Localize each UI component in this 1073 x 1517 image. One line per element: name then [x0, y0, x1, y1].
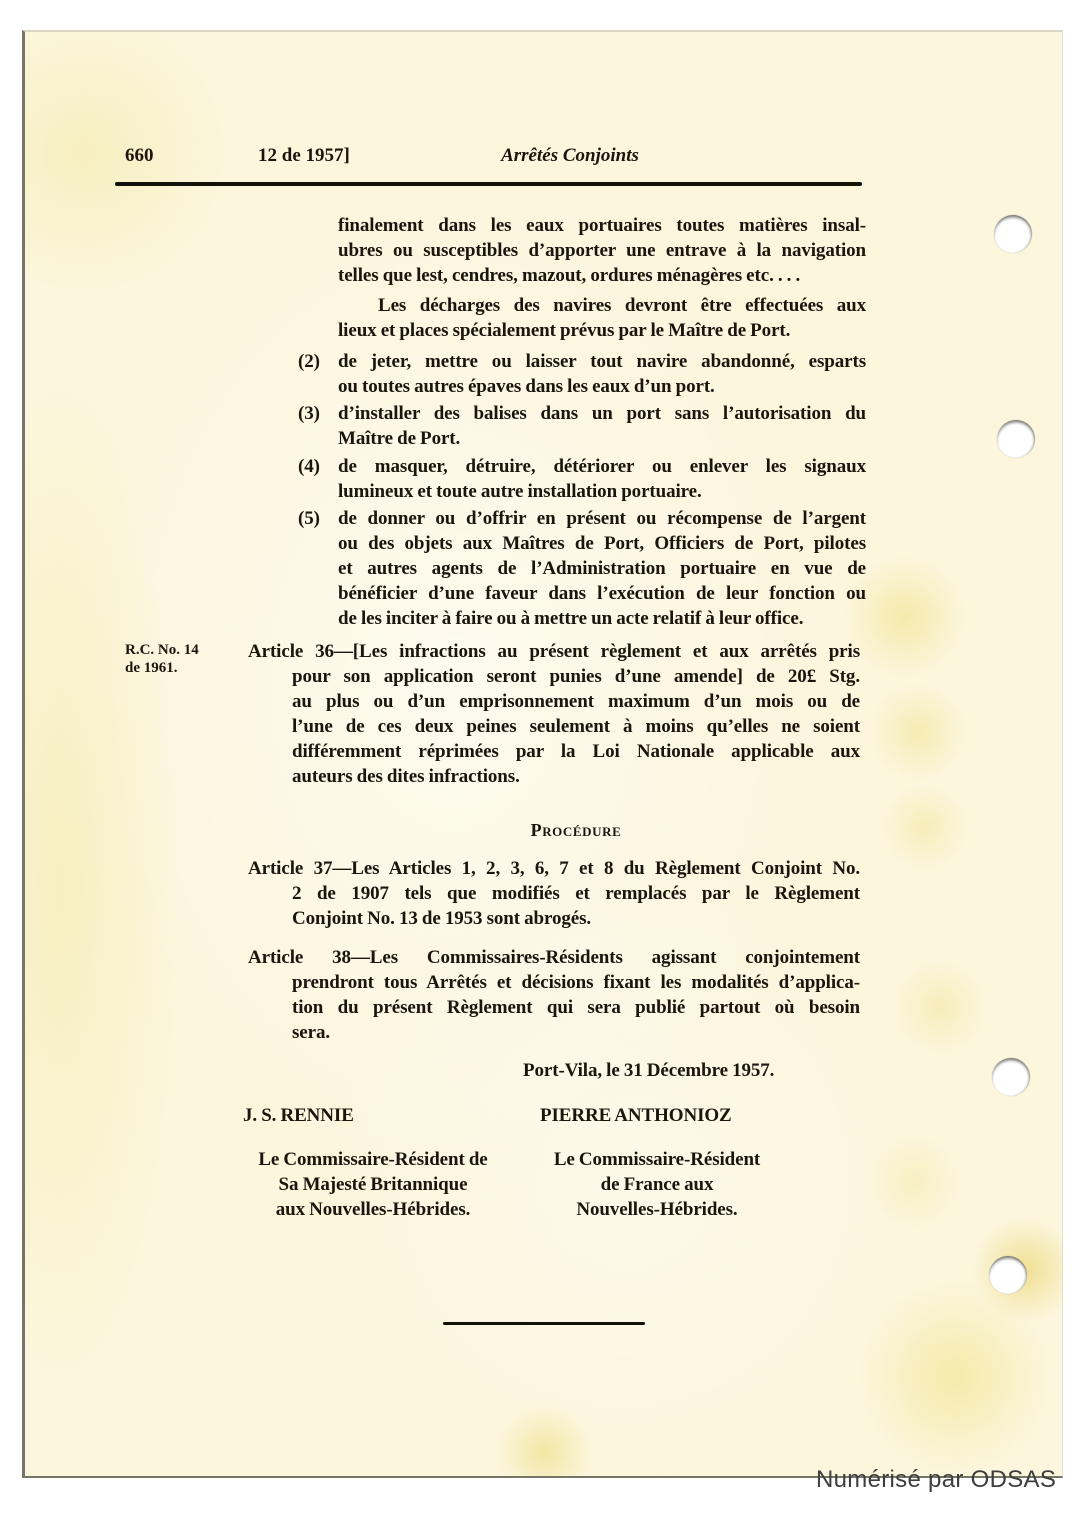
- signature-title-french: Le Commissaire-Résident de France aux Nouvelles-Hébrides.: [553, 1149, 761, 1220]
- margin-note: R.C. No. 14 de 1961.: [125, 642, 199, 676]
- list-number: (4): [298, 456, 320, 477]
- signature-name-british: J. S. RENNIE: [243, 1105, 354, 1126]
- article-36: Article 36—[Les infractions au présent règlement et aux arrêtés pris pour son application seront punies d’une amende] de 20£ Stg. au plus ou d’un emprisonnement maximum d’un mois ou de l’une de ces deux peines seulement à moins qu’elles ne soient différemment réprimées par la Loi Nationale applicable aux auteurs des dites infractions.: [248, 641, 860, 787]
- list-number: (5): [298, 508, 320, 529]
- section-heading-procedure: Procédure: [530, 820, 622, 840]
- punch-hole: [992, 1058, 1030, 1096]
- punch-hole: [989, 1256, 1027, 1294]
- article-38: Article 38—Les Commissaires-Résidents agissant conjointement prendront tous Arrêtés et décisions fixant les modalités d’applica- tion du présent Règlement qui sera publié partout où besoin sera.: [248, 947, 860, 1043]
- end-rule: [443, 1322, 645, 1325]
- signature-name-french: PIERRE ANTHONIOZ: [540, 1105, 732, 1126]
- punch-hole: [997, 420, 1035, 458]
- header-issue-ref: 12 de 1957]: [258, 145, 350, 166]
- digitization-watermark: Numérisé par ODSAS: [816, 1466, 1057, 1493]
- signature-title-british: Le Commissaire-Résident de Sa Majesté Britannique aux Nouvelles-Hébrides.: [258, 1149, 488, 1220]
- list-item: d’installer des balises dans un port sans l’autorisation du Maître de Port.: [338, 403, 866, 449]
- paper-sheet: [22, 30, 1063, 1478]
- list-item: de donner ou d’offrir en présent ou récompense de l’argent ou des objets aux Maîtres de Port, Officiers de Port, pilotes et autres agents de l’Administration portuaire en vue de bénéficier d’une faveur dans l’exécution de leur fonction ou de les inciter à faire ou à mettre un acte relatif à leur office.: [338, 508, 866, 629]
- list-item: de jeter, mettre ou laisser tout navire abandonné, esparts ou toutes autres épaves dans les eaux d’un port.: [338, 351, 866, 397]
- punch-hole: [994, 215, 1032, 253]
- paragraph-decharges: Les décharges des navires devront être effectuées aux lieux et places spécialement prévus par le Maître de Port.: [338, 295, 866, 341]
- list-number: (3): [298, 403, 320, 424]
- page-number: 660: [125, 145, 154, 166]
- dateline: Port-Vila, le 31 Décembre 1957.: [523, 1060, 775, 1081]
- article-37: Article 37—Les Articles 1, 2, 3, 6, 7 et 8 du Règlement Conjoint No. 2 de 1907 tels que modifiés et remplacés par le Règlement Conjoint No. 13 de 1953 sont abrogés.: [248, 858, 860, 929]
- header-running-title: Arrêtés Conjoints: [501, 145, 639, 166]
- list-item: de masquer, détruire, détériorer ou enlever les signaux lumineux et toute autre installation portuaire.: [338, 456, 866, 502]
- paragraph-finalement: finalement dans les eaux portuaires toutes matières insal- ubres ou susceptibles d’apporter une entrave à la navigation telles que lest, cendres, mazout, ordures ménagères etc. . . .: [338, 215, 866, 286]
- header-rule: [115, 182, 862, 186]
- list-number: (2): [298, 351, 320, 372]
